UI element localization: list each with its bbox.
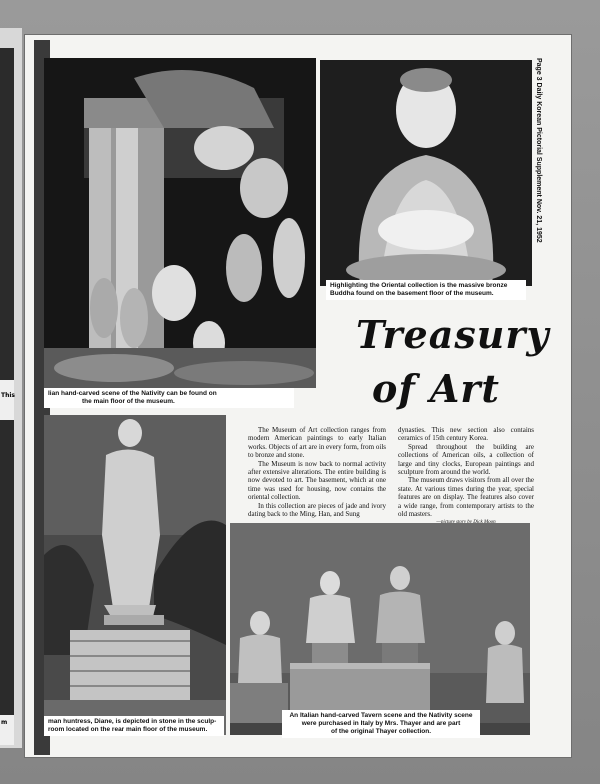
tavern-scene-photo [230, 523, 530, 735]
article-paragraph: dynasties. This new section also contains ceramics of 15th century Korea. [398, 426, 534, 443]
article-paragraph: The Museum is now back to normal activity after extensive alterations. The entire building is now devoted to art. The basement, which at one time was used for housing, now contains the oriental collection. [248, 459, 386, 502]
article-paragraph: Spread throughout the building are collections of American oils, a collection of large and tiny clocks, European paintings and sculpture from around the world. [398, 442, 534, 477]
diana-caption [44, 716, 224, 736]
previous-page-caption: This [0, 380, 14, 420]
previous-page-caption-2: m [0, 715, 14, 745]
diana-caption-line2: room located on the rear main floor of the museum. [48, 726, 208, 733]
article-column-2 [398, 426, 534, 528]
article-column-1 [248, 426, 386, 518]
tavern-caption-line1: An Italian hand-carved Tavern scene and the Nativity scene [289, 712, 473, 719]
running-head [524, 58, 542, 268]
nativity-caption-line1: lian hand-carved scene of the Nativity can be found on [48, 390, 217, 397]
nativity-caption [44, 388, 294, 408]
headline-line1: Treasury [356, 312, 550, 357]
article-paragraph: In this collection are pieces of jade and ivory dating back to the Ming, Han, and Sung [248, 501, 386, 519]
buddha-statue-photo [320, 60, 532, 286]
article-paragraph: The Museum of Art collection ranges from modern American paintings to early Italian works. Objects of art are in every form, from oils to bronze and stone. [248, 426, 386, 460]
diana-statue-photo [44, 415, 226, 735]
tavern-caption-line3: of the original Thayer collection. [330, 728, 432, 735]
buddha-caption: Highlighting the Oriental collection is the massive bronze Buddha found on the basement floor of the museum. [326, 280, 526, 300]
nativity-scene-photo [44, 58, 316, 388]
running-head-text: Page 3 Daily Korean Pictorial Supplement Nov. 21, 1952 [535, 58, 542, 243]
tavern-caption [282, 710, 480, 738]
nativity-caption-line2: the main floor of the museum. [82, 398, 175, 405]
tavern-caption-line2: were purchased in Italy by Mrs. Thayer and are part [301, 720, 461, 727]
article-paragraph: The museum draws visitors from all over the state. At various times during the year, special features are on display. The features also cover a wide range, from contemporary artists to the old masters. [398, 476, 534, 519]
diana-caption-line1: man huntress, Diane, is depicted in stone in the sculp- [48, 718, 217, 725]
headline-line2: of Art [372, 366, 500, 411]
